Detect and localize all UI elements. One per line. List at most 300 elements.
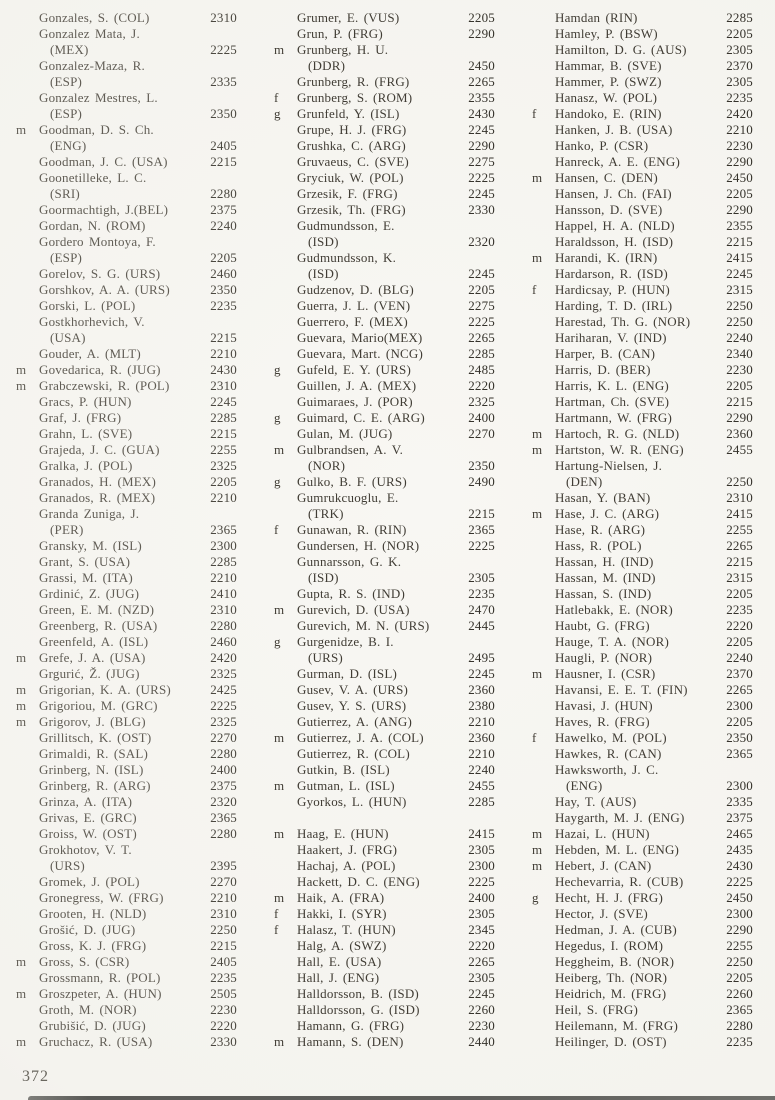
player-name: Goodman, J. C. (USA): [39, 154, 168, 169]
title-prefix: g: [532, 890, 539, 905]
rating-value: 2305: [726, 74, 753, 89]
rating-value: 2215: [210, 154, 237, 169]
entry-line: [532, 570, 753, 586]
rating-value: 2415: [468, 826, 495, 841]
rating-value: 2410: [210, 586, 237, 601]
rating-value: 2210: [468, 714, 495, 729]
title-prefix: m: [274, 442, 285, 457]
entry-line: [16, 426, 237, 442]
player-name: Hartston, W. R. (ENG): [555, 442, 684, 457]
player-name: Gorshkov, A. A. (URS): [39, 282, 170, 297]
rating-value: 2450: [468, 58, 495, 73]
player-name: Gonzales, S. (COL): [39, 10, 150, 25]
entry-line: [274, 362, 495, 378]
rating-value: 2345: [468, 922, 495, 937]
entry-line: [532, 730, 753, 746]
entry-line: [274, 58, 495, 74]
title-prefix: m: [532, 858, 543, 873]
rating-value: 2495: [468, 650, 495, 665]
entry-line: [16, 906, 237, 922]
entry-line: [532, 506, 753, 522]
rating-value: 2230: [210, 1002, 237, 1017]
entry-line: [274, 378, 495, 394]
title-prefix: f: [532, 730, 537, 745]
entry-line: [16, 250, 237, 266]
player-name: Grossmann, R. (POL): [39, 970, 161, 985]
entry-line: [532, 826, 753, 842]
rating-value: 2245: [468, 122, 495, 137]
rating-value: 2250: [210, 922, 237, 937]
entry-line: [274, 602, 495, 618]
player-name: Gulbrandsen, A. V.: [297, 442, 404, 457]
player-name: Grinza, A. (ITA): [39, 794, 133, 809]
rating-value: 2230: [726, 138, 753, 153]
player-name: Hartoch, R. G. (NLD): [555, 426, 680, 441]
entry-line: [16, 474, 237, 490]
entry-line: [16, 266, 237, 282]
rating-value: 2300: [468, 858, 495, 873]
title-prefix: m: [532, 826, 543, 841]
title-prefix: m: [532, 666, 543, 681]
title-prefix: m: [16, 714, 27, 729]
entry-line: [532, 410, 753, 426]
entry-line: [274, 538, 495, 554]
entry-line: [532, 58, 753, 74]
player-name: Gorski, L. (POL): [39, 298, 136, 313]
player-name: Hamann, G. (FRG): [297, 1018, 405, 1033]
rating-value: 2300: [210, 538, 237, 553]
entry-line: [274, 586, 495, 602]
rating-value: 2240: [726, 330, 753, 345]
rating-value: 2245: [468, 986, 495, 1001]
rating-value: 2225: [468, 170, 495, 185]
player-name: Gutkin, B. (ISL): [297, 762, 390, 777]
entry-line: [274, 138, 495, 154]
rating-value: 2280: [210, 746, 237, 761]
player-name: Gutman, L. (ISL): [297, 778, 395, 793]
player-name: Grunberg, R. (FRG): [297, 74, 410, 89]
rating-value: 2395: [210, 858, 237, 873]
entry-line: [16, 26, 237, 42]
entry-line: [16, 922, 237, 938]
entry-line: [274, 426, 495, 442]
entry-line: [16, 394, 237, 410]
entry-line: [16, 762, 237, 778]
entry-line: [532, 762, 753, 778]
rating-value: 2230: [468, 1018, 495, 1033]
entry-line: [16, 330, 237, 346]
entry-line: [274, 906, 495, 922]
entry-line: [16, 794, 237, 810]
player-name: Granados, H. (MEX): [39, 474, 156, 489]
rating-list-content: [16, 10, 775, 1100]
player-name: (PER): [50, 522, 84, 537]
entry-line: [16, 714, 237, 730]
entry-line: [532, 666, 753, 682]
rating-value: 2275: [468, 298, 495, 313]
entry-line: [16, 202, 237, 218]
rating-value: 2245: [468, 186, 495, 201]
title-prefix: g: [274, 106, 281, 121]
player-name: Grabczewski, R. (POL): [39, 378, 170, 393]
player-name: Hanasz, W. (POL): [555, 90, 658, 105]
rating-value: 2225: [210, 42, 237, 57]
player-name: Hamdan (RIN): [555, 10, 638, 25]
player-name: Halldorsson, G. (ISD): [297, 1002, 420, 1017]
entry-line: [16, 506, 237, 522]
entry-line: [274, 266, 495, 282]
entry-line: [532, 122, 753, 138]
rating-value: 2250: [726, 298, 753, 313]
player-name: Granados, R. (MEX): [39, 490, 156, 505]
entry-line: [16, 970, 237, 986]
player-name: Gyorkos, L. (HUN): [297, 794, 407, 809]
rating-value: 2355: [726, 218, 753, 233]
entry-line: [16, 346, 237, 362]
rating-value: 2470: [468, 602, 495, 617]
entry-line: [274, 74, 495, 90]
rating-value: 2370: [726, 58, 753, 73]
rating-value: 2220: [726, 618, 753, 633]
rating-value: 2400: [468, 890, 495, 905]
player-name: Hass, R. (POL): [555, 538, 642, 553]
player-name: (ENG): [566, 778, 603, 793]
rating-value: 2440: [468, 1034, 495, 1049]
entry-line: [532, 90, 753, 106]
player-name: Grinberg, N. (ISL): [39, 762, 144, 777]
entry-line: [274, 42, 495, 58]
title-prefix: m: [532, 842, 543, 857]
rating-value: 2310: [726, 490, 753, 505]
player-name: Gutierrez, J. A. (COL): [297, 730, 424, 745]
rating-value: 2255: [726, 522, 753, 537]
player-name: Hall, E. (USA): [297, 954, 382, 969]
player-name: Harris, D. (BER): [555, 362, 651, 377]
rating-value: 2225: [468, 314, 495, 329]
player-name: (URS): [308, 650, 343, 665]
player-name: Goodman, D. S. Ch.: [39, 122, 154, 137]
player-name: Gonzalez-Maza, R.: [39, 58, 145, 73]
entry-line: [274, 746, 495, 762]
entry-line: [532, 314, 753, 330]
player-name: Grunfeld, Y. (ISL): [297, 106, 400, 121]
player-name: Grupe, H. J. (FRG): [297, 122, 407, 137]
rating-value: 2415: [726, 250, 753, 265]
player-name: Hay, T. (AUS): [555, 794, 637, 809]
entry-line: [532, 106, 753, 122]
title-prefix: m: [274, 42, 285, 57]
player-name: Gurman, D. (ISL): [297, 666, 397, 681]
entry-line: [274, 90, 495, 106]
player-name: Gordero Montoya, F.: [39, 234, 156, 249]
player-name: Groth, M. (NOR): [39, 1002, 137, 1017]
entry-line: [16, 58, 237, 74]
player-name: Groiss, W. (OST): [39, 826, 137, 841]
entry-line: [532, 154, 753, 170]
player-name: Grajeda, J. C. (GUA): [39, 442, 160, 457]
entry-line: [16, 746, 237, 762]
entry-line: [532, 698, 753, 714]
rating-value: 2250: [726, 314, 753, 329]
player-name: Greenberg, R. (USA): [39, 618, 158, 633]
entry-line: [16, 682, 237, 698]
rating-value: 2280: [210, 826, 237, 841]
player-name: Harandi, K. (IRN): [555, 250, 658, 265]
title-prefix: m: [16, 682, 27, 697]
entry-line: [16, 442, 237, 458]
player-name: Hammar, B. (SVE): [555, 58, 662, 73]
entry-line: [532, 858, 753, 874]
rating-value: 2350: [726, 730, 753, 745]
title-prefix: m: [532, 506, 543, 521]
rating-value: 2245: [468, 666, 495, 681]
player-name: Hachaj, A. (POL): [297, 858, 396, 873]
rating-value: 2430: [468, 106, 495, 121]
rating-value: 2215: [726, 554, 753, 569]
entry-line: [532, 474, 753, 490]
player-name: Haakert, J. (FRG): [297, 842, 398, 857]
title-prefix: f: [532, 106, 537, 121]
player-name: Hazai, L. (HUN): [555, 826, 650, 841]
rating-value: 2330: [468, 202, 495, 217]
entry-line: [532, 218, 753, 234]
player-name: Gutierrez, R. (COL): [297, 746, 410, 761]
title-prefix: m: [16, 650, 27, 665]
rating-value: 2205: [726, 634, 753, 649]
player-name: Grefe, J. A. (USA): [39, 650, 146, 665]
title-prefix: m: [532, 170, 543, 185]
rating-value: 2320: [210, 794, 237, 809]
entry-line: [274, 202, 495, 218]
player-name: Gronegress, W. (FRG): [39, 890, 164, 905]
rating-value: 2285: [468, 794, 495, 809]
player-name: Hawkes, R. (CAN): [555, 746, 662, 761]
player-name: (ENG): [50, 138, 87, 153]
title-prefix: m: [16, 954, 27, 969]
entry-line: [532, 202, 753, 218]
entry-line: [16, 74, 237, 90]
rating-value: 2315: [726, 282, 753, 297]
rating-value: 2310: [210, 378, 237, 393]
player-name: Harding, T. D. (IRL): [555, 298, 673, 313]
rating-value: 2215: [726, 234, 753, 249]
entry-line: [16, 1034, 237, 1050]
entry-line: [16, 410, 237, 426]
player-name: (SRI): [50, 186, 80, 201]
rating-value: 2365: [726, 746, 753, 761]
player-name: Goonetilleke, L. C.: [39, 170, 147, 185]
rating-value: 2365: [210, 522, 237, 537]
entry-line: [16, 650, 237, 666]
player-name: Heilemann, M. (FRG): [555, 1018, 678, 1033]
rating-value: 2400: [210, 762, 237, 777]
entry-line: [16, 122, 237, 138]
player-name: Hase, J. C. (ARG): [555, 506, 660, 521]
player-name: Grushka, C. (ARG): [297, 138, 406, 153]
rating-value: 2205: [726, 378, 753, 393]
player-name: Havansi, E. E. T. (FIN): [555, 682, 688, 697]
player-name: Gulan, M. (JUG): [297, 426, 393, 441]
entry-line: [532, 634, 753, 650]
player-name: Halldorsson, B. (ISD): [297, 986, 419, 1001]
rating-value: 2460: [210, 634, 237, 649]
player-name: Hansen, C. (DEN): [555, 170, 658, 185]
rating-value: 2335: [726, 794, 753, 809]
player-name: Gumrukcuoglu, E.: [297, 490, 399, 505]
rating-value: 2225: [468, 874, 495, 889]
player-name: Hebert, J. (CAN): [555, 858, 652, 873]
rating-value: 2375: [210, 778, 237, 793]
entry-line: [16, 106, 237, 122]
player-name: Halasz, T. (HUN): [297, 922, 396, 937]
rating-value: 2220: [210, 1018, 237, 1033]
player-name: Gudmundsson, E.: [297, 218, 395, 233]
player-name: Heiberg, Th. (NOR): [555, 970, 668, 985]
rating-value: 2370: [726, 666, 753, 681]
entry-line: [532, 394, 753, 410]
player-name: Hausner, I. (CSR): [555, 666, 656, 681]
entry-line: [16, 490, 237, 506]
entry-line: [532, 618, 753, 634]
rating-value: 2460: [210, 266, 237, 281]
rating-value: 2435: [726, 842, 753, 857]
entry-line: [532, 554, 753, 570]
entry-line: [532, 330, 753, 346]
entry-line: [274, 250, 495, 266]
player-name: Gralka, J. (POL): [39, 458, 133, 473]
entry-line: [274, 762, 495, 778]
player-name: Grigorian, K. A. (URS): [39, 682, 171, 697]
rating-value: 2330: [210, 1034, 237, 1049]
title-prefix: g: [274, 634, 281, 649]
player-name: Grošić, D. (JUG): [39, 922, 136, 937]
rating-value: 2205: [726, 714, 753, 729]
entry-line: [274, 794, 495, 810]
page-number: 372: [22, 1068, 49, 1085]
entry-line: [16, 298, 237, 314]
rating-value: 2360: [468, 682, 495, 697]
player-name: Gross, S. (CSR): [39, 954, 130, 969]
entry-line: [532, 970, 753, 986]
rating-value: 2215: [210, 938, 237, 953]
entry-line: [532, 490, 753, 506]
player-name: Grokhotov, V. T.: [39, 842, 132, 857]
entry-line: [274, 346, 495, 362]
player-name: Hawksworth, J. C.: [555, 762, 659, 777]
entry-line: [274, 410, 495, 426]
entry-line: [532, 42, 753, 58]
player-name: Hecht, H. J. (FRG): [555, 890, 663, 905]
player-name: Haves, R. (FRG): [555, 714, 650, 729]
entry-line: [532, 442, 753, 458]
player-name: Grahn, L. (SVE): [39, 426, 133, 441]
rating-value: 2265: [726, 682, 753, 697]
entry-line: [274, 122, 495, 138]
rating-value: 2455: [468, 778, 495, 793]
rating-value: 2285: [468, 346, 495, 361]
entry-line: [274, 458, 495, 474]
entry-line: [274, 314, 495, 330]
player-name: Guevara, Mart. (NCG): [297, 346, 424, 361]
rating-value: 2285: [726, 10, 753, 25]
entry-line: [16, 234, 237, 250]
player-name: Hammer, P. (SWZ): [555, 74, 662, 89]
title-prefix: f: [274, 90, 279, 105]
player-name: Grubišić, D. (JUG): [39, 1018, 146, 1033]
rating-value: 2355: [468, 90, 495, 105]
player-name: Gutierrez, A. (ANG): [297, 714, 413, 729]
player-name: Happel, H. A. (NLD): [555, 218, 675, 233]
entry-line: [16, 842, 237, 858]
rating-value: 2210: [210, 890, 237, 905]
player-name: Gostkhorhevich, V.: [39, 314, 145, 329]
entry-line: [532, 586, 753, 602]
entry-line: [532, 10, 753, 26]
entry-line: [274, 474, 495, 490]
title-prefix: f: [274, 922, 279, 937]
player-name: (NOR): [308, 458, 346, 473]
player-name: Grassi, M. (ITA): [39, 570, 133, 585]
player-name: Gupta, R. S. (IND): [297, 586, 405, 601]
rating-value: 2235: [726, 1034, 753, 1049]
player-name: Hassan, M. (IND): [555, 570, 656, 585]
entry-line: [274, 1002, 495, 1018]
entry-line: [274, 730, 495, 746]
entry-line: [16, 986, 237, 1002]
rating-value: 2325: [468, 394, 495, 409]
rating-value: 2205: [726, 586, 753, 601]
player-name: Hamilton, D. G. (AUS): [555, 42, 687, 57]
player-name: Grumer, E. (VUS): [297, 10, 400, 25]
player-name: Gudzenov, D. (BLG): [297, 282, 414, 297]
player-name: Green, E. M. (NZD): [39, 602, 155, 617]
player-name: Hase, R. (ARG): [555, 522, 646, 537]
entry-line: [532, 266, 753, 282]
rating-value: 2210: [468, 746, 495, 761]
entry-line: [532, 426, 753, 442]
entry-line: [274, 874, 495, 890]
entry-line: [274, 618, 495, 634]
title-prefix: f: [274, 906, 279, 921]
rating-value: 2250: [726, 474, 753, 489]
entry-line: [274, 10, 495, 26]
player-name: Haraldsson, H. (ISD): [555, 234, 674, 249]
player-name: Gusev, Y. S. (URS): [297, 698, 407, 713]
entry-line: [274, 922, 495, 938]
player-name: Hardarson, R. (ISD): [555, 266, 668, 281]
player-name: (ESP): [50, 74, 83, 89]
rating-value: 2210: [210, 490, 237, 505]
rating-value: 2305: [468, 570, 495, 585]
entry-line: [274, 634, 495, 650]
player-name: Gracs, P. (HUN): [39, 394, 132, 409]
rating-value: 2320: [468, 234, 495, 249]
rating-value: 2210: [210, 570, 237, 585]
player-name: Haubt, G. (FRG): [555, 618, 650, 633]
entry-line: [274, 106, 495, 122]
player-name: Grillitsch, K. (OST): [39, 730, 152, 745]
entry-line: [274, 330, 495, 346]
entry-line: [16, 362, 237, 378]
player-name: Gruvaeus, C. (SVE): [297, 154, 409, 169]
rating-value: 2325: [210, 458, 237, 473]
title-prefix: g: [274, 410, 281, 425]
rating-value: 2430: [726, 858, 753, 873]
rating-value: 2285: [210, 554, 237, 569]
rating-value: 2485: [468, 362, 495, 377]
rating-value: 2365: [468, 522, 495, 537]
entry-line: [16, 10, 237, 26]
